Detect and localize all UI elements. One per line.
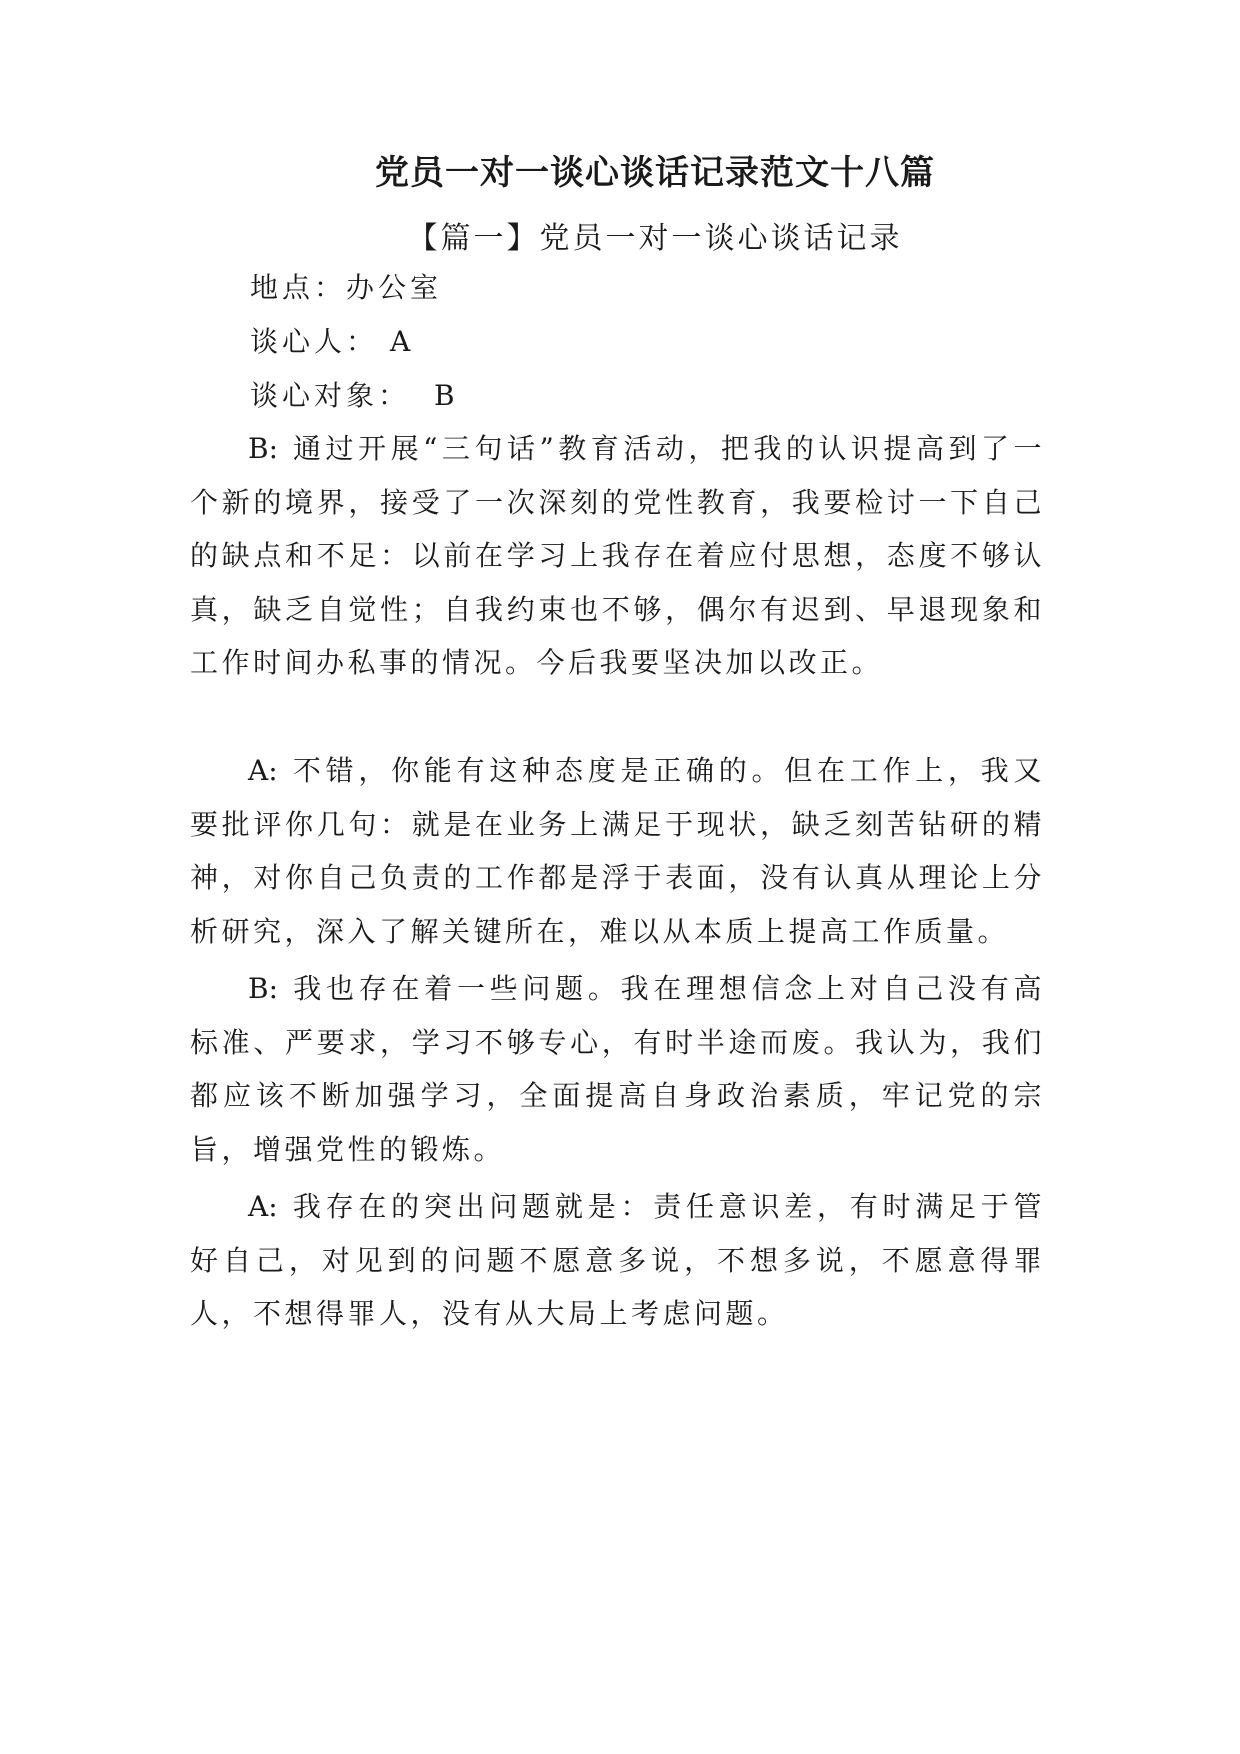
speaker-label: A: (248, 1190, 278, 1223)
paragraph-text: 通过开展“三句话”教育活动，把我的认识提高到了一个新的境界，接受了一次深刻的党性教育，我要检讨一下自己的缺点和不足：以前在学习上我存在着应付思想，态度不够认真，缺乏自觉性；自我约束也不够，偶尔有迟到、早退现象和工作时间办私事的情况。今后我要坚决加以改正。 (190, 432, 1045, 679)
meta-talker-value: A (390, 325, 411, 358)
document-title: 党员一对一谈心谈话记录范文十八篇 (375, 153, 935, 193)
meta-location-label: 地点： (250, 271, 347, 304)
speaker-label: B: (248, 432, 279, 465)
dialogue-paragraph-4 (190, 1180, 1045, 1341)
paragraph-text: 不错，你能有这种态度是正确的。但在工作上，我又要批评你几句：就是在业务上满足于现状，缺乏刻苦钻研的精神，对你自己负责的工作都是浮于表面，没有认真从理论上分析研究，深入了解关键所在，难以从本质上提高工作质量。 (190, 754, 1045, 948)
paragraph-text: 我也存在着一些问题。我在理想信念上对自己没有高标准、严要求，学习不够专心，有时半途而废。我认为，我们都应该不断加强学习，全面提高自身政治素质，牢记党的宗旨，增强党性的锻炼。 (190, 972, 1045, 1166)
speaker-label: B: (248, 972, 279, 1005)
paragraph-text: 我存在的突出问题就是：责任意识差，有时满足于管好自己，对见到的问题不愿意多说，不想多说，不愿意得罪人，不想得罪人，没有从大局上考虑问题。 (190, 1190, 1045, 1330)
section-title: 【篇一】党员一对一谈心谈话记录 (407, 221, 903, 256)
dialogue-paragraph-1 (190, 422, 1045, 690)
meta-location (250, 268, 442, 308)
dialogue-paragraph-2 (190, 744, 1045, 958)
dialogue-paragraph-3 (190, 962, 1045, 1176)
meta-target-label: 谈心对象： (250, 379, 411, 412)
meta-location-value: 办公室 (346, 271, 443, 304)
speaker-label: A: (248, 754, 278, 787)
meta-talker (250, 322, 410, 362)
meta-target (250, 376, 455, 416)
meta-talker-label: 谈心人： (250, 325, 379, 358)
meta-target-value: B (434, 379, 455, 412)
